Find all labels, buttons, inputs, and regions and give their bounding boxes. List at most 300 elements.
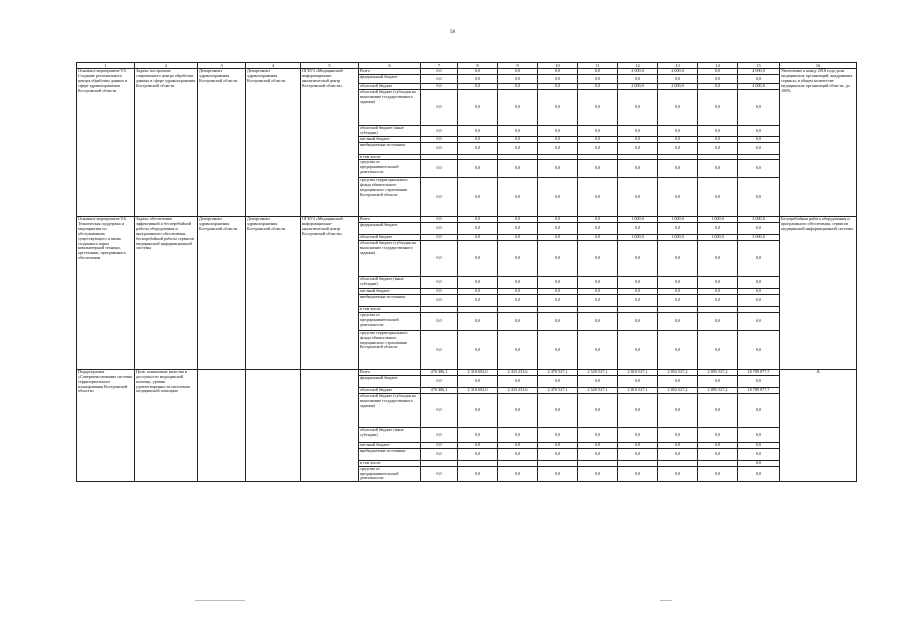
funding-source-cell: местный бюджет (359, 443, 421, 449)
value-cell: 0,0 (421, 289, 458, 295)
value-cell: 0,0 (421, 178, 458, 217)
value-cell: 0,0 (578, 84, 618, 90)
value-cell: 0,0 (618, 75, 658, 84)
funding-source-cell: областной бюджет (иные субсидии) (359, 277, 421, 289)
value-cell: 0,0 (421, 241, 458, 277)
value-cell: 2 318 602,0 (458, 370, 498, 376)
value-cell: 0,0 (498, 289, 538, 295)
value-cell: 0,0 (421, 69, 458, 75)
value-cell: 0,0 (421, 313, 458, 331)
value-cell: 0,0 (538, 160, 578, 178)
funding-source-cell: внебюджетные источники (359, 142, 421, 154)
value-cell: 0,0 (658, 277, 698, 289)
funding-source-cell: Всего (359, 69, 421, 75)
value-cell: 0,0 (498, 90, 538, 126)
block-c4-cell: Департамент здравоохранения Костромской области (246, 69, 301, 217)
value-cell: 0,0 (498, 443, 538, 449)
column-number-cell: 11 (578, 63, 618, 69)
value-cell: 0,0 (618, 90, 658, 126)
funding-source-cell: областной бюджет (359, 84, 421, 90)
funding-source-cell: областной бюджет (субсидия на выполнение государственного задания) (359, 394, 421, 428)
block-c1-cell: Основное мероприятие 9.5. Создание регионального центра обработки данных в сфере здравоохранения Костромской области (77, 69, 135, 217)
value-cell: 0,0 (421, 136, 458, 142)
value-cell: 2 433 233,6 (498, 388, 538, 394)
value-cell: 0,0 (738, 75, 780, 84)
block-c3-cell: Департамент здравоохранения Костромской области (198, 217, 246, 370)
value-cell: 0,0 (498, 217, 538, 223)
scan-artifact (660, 600, 672, 601)
value-cell: 0,0 (698, 84, 738, 90)
value-cell: 0,0 (738, 126, 780, 136)
value-cell: 0,0 (698, 241, 738, 277)
value-cell: 0,0 (538, 223, 578, 235)
value-cell: 2 895 527,2 (698, 370, 738, 376)
funding-source-cell: средства территориального фонда обязательного медицинского страхования Костромской области (359, 178, 421, 217)
value-cell: 0,0 (698, 75, 738, 84)
value-cell: 0,0 (538, 235, 578, 241)
value-cell: 0,0 (658, 241, 698, 277)
value-cell: 2 000,0 (618, 84, 658, 90)
value-cell: 0,0 (618, 277, 658, 289)
funding-source-cell: средства от предпринимательской деятельности (359, 466, 421, 481)
value-cell: 0,0 (498, 376, 538, 388)
value-cell: 0,0 (698, 126, 738, 136)
column-number-cell: 5 (301, 63, 359, 69)
value-cell: 0,0 (618, 295, 658, 307)
page-number: 58 (450, 30, 455, 35)
value-cell: 0,0 (458, 376, 498, 388)
value-cell: 0,0 (421, 126, 458, 136)
value-cell: 0,0 (458, 428, 498, 443)
value-cell: 0,0 (458, 443, 498, 449)
value-cell: 0,0 (421, 142, 458, 154)
block-c1-cell: Основное мероприятие 9.6. Техническая поддержка и мероприятия по обслуживанию существующего и вновь созданного парка компьютерной техники, оргтехники, программного обеспечения (77, 217, 135, 370)
value-cell: 0,0 (738, 289, 780, 295)
value-cell: 0,0 (618, 376, 658, 388)
funding-source-cell: областной бюджет (иные субсидии) (359, 428, 421, 443)
value-cell: 0,0 (498, 160, 538, 178)
funding-table (76, 62, 857, 482)
value-cell: 0,0 (421, 443, 458, 449)
value-cell: 0,0 (618, 449, 658, 461)
value-cell: 0,0 (578, 394, 618, 428)
value-cell: 0,0 (538, 90, 578, 126)
funding-source-cell: внебюджетные источники (359, 449, 421, 461)
value-cell: 0,0 (738, 160, 780, 178)
value-cell: 0,0 (538, 295, 578, 307)
value-cell: 1 000,0 (658, 235, 698, 241)
value-cell: 0,0 (498, 136, 538, 142)
value-cell: 0,0 (538, 428, 578, 443)
value-cell: 18 789 877,7 (738, 388, 780, 394)
value-cell: 0,0 (658, 443, 698, 449)
value-cell: 470 406,1 (421, 388, 458, 394)
value-cell: 0,0 (458, 331, 498, 370)
value-cell: 0,0 (698, 331, 738, 370)
value-cell: 0,0 (421, 160, 458, 178)
value-cell: 0,0 (658, 136, 698, 142)
value-cell: 0,0 (538, 277, 578, 289)
funding-source-cell: местный бюджет (359, 136, 421, 142)
value-cell: 2 810 527,1 (618, 370, 658, 376)
value-cell: 0,0 (738, 394, 780, 428)
block-c3-cell: Департамент здравоохранения Костромской области (198, 69, 246, 217)
value-cell: 0,0 (458, 142, 498, 154)
value-cell: 0,0 (658, 394, 698, 428)
value-cell: 0,0 (538, 449, 578, 461)
value-cell: 0,0 (498, 69, 538, 75)
value-cell: 0,0 (698, 295, 738, 307)
value-cell: 0,0 (498, 235, 538, 241)
value-cell: 0,0 (421, 376, 458, 388)
value-cell: 0,0 (538, 84, 578, 90)
value-cell: 0,0 (458, 241, 498, 277)
value-cell: 0,0 (458, 126, 498, 136)
value-cell: 0,0 (618, 443, 658, 449)
value-cell: 470 406,1 (421, 370, 458, 376)
value-cell: 0,0 (458, 449, 498, 461)
value-cell: 2 318 602,0 (458, 388, 498, 394)
value-cell: 0,0 (738, 449, 780, 461)
value-cell: 2 000,0 (618, 69, 658, 75)
value-cell: 4 000,0 (738, 84, 780, 90)
value-cell: 0,0 (738, 295, 780, 307)
value-cell: 0,0 (498, 142, 538, 154)
value-cell: 0,0 (698, 313, 738, 331)
value-cell: 0,0 (618, 142, 658, 154)
value-cell: 3 000,0 (738, 235, 780, 241)
value-cell: 0,0 (458, 75, 498, 84)
value-cell: 0,0 (421, 235, 458, 241)
value-cell: 2 433 233,6 (498, 370, 538, 376)
value-cell: 0,0 (578, 142, 618, 154)
value-cell: 0,0 (658, 313, 698, 331)
value-cell: 0,0 (421, 466, 458, 481)
column-number-cell: 14 (698, 63, 738, 69)
value-cell: 0,0 (458, 394, 498, 428)
value-cell: 0,0 (658, 178, 698, 217)
value-cell: 0,0 (618, 160, 658, 178)
value-cell: 0,0 (538, 69, 578, 75)
value-cell: 0,0 (658, 75, 698, 84)
value-cell: 0,0 (538, 289, 578, 295)
block-c4-cell (246, 370, 301, 482)
value-cell: 0,0 (421, 295, 458, 307)
value-cell: 0,0 (698, 136, 738, 142)
value-cell: 0,0 (698, 90, 738, 126)
value-cell: 0,0 (578, 136, 618, 142)
value-cell: 0,0 (698, 69, 738, 75)
value-cell: 0,0 (738, 376, 780, 388)
value-cell: 0,0 (538, 376, 578, 388)
value-cell: 1 000,0 (698, 235, 738, 241)
value-cell: 0,0 (698, 443, 738, 449)
value-cell: 0,0 (578, 69, 618, 75)
value-cell: 0,0 (738, 223, 780, 235)
value-cell: 0,0 (618, 394, 658, 428)
column-number-cell: 7 (421, 63, 458, 69)
block-c5-cell (301, 370, 359, 482)
column-number-cell: 15 (738, 63, 780, 69)
block-c3-cell (198, 370, 246, 482)
value-cell: 0,0 (538, 178, 578, 217)
value-cell: 0,0 (421, 277, 458, 289)
value-cell: 0,0 (578, 443, 618, 449)
value-cell: 0,0 (658, 376, 698, 388)
value-cell: 2 529 527,1 (578, 370, 618, 376)
block-c4-cell: Департамент здравоохранения Костромской области (246, 217, 301, 370)
value-cell: 2 810 527,1 (618, 388, 658, 394)
value-cell: 0,0 (538, 331, 578, 370)
scan-artifact (195, 600, 245, 601)
value-cell: 0,0 (618, 136, 658, 142)
value-cell: 0,0 (698, 394, 738, 428)
value-cell: 0,0 (538, 466, 578, 481)
value-cell: 0,0 (538, 126, 578, 136)
value-cell: 0,0 (658, 331, 698, 370)
funding-source-cell: областной бюджет (иные субсидии) (359, 126, 421, 136)
column-number-cell: 2 (135, 63, 198, 69)
value-cell: 0,0 (738, 90, 780, 126)
value-cell: 1 000,0 (618, 235, 658, 241)
value-cell: 0,0 (498, 449, 538, 461)
value-cell: 0,0 (618, 331, 658, 370)
value-cell: 0,0 (578, 428, 618, 443)
value-cell: 0,0 (658, 289, 698, 295)
block-c2-cell: Цель: повышение качества и доступности медицинской помощи, уровня удовлетворенности населения медицинской помощью (135, 370, 198, 482)
value-cell: 0,0 (421, 217, 458, 223)
value-cell: 0,0 (498, 126, 538, 136)
value-cell: 0,0 (538, 142, 578, 154)
column-number-cell: 4 (246, 63, 301, 69)
value-cell: 0,0 (698, 178, 738, 217)
block-c5-cell: ОГБУЗ «Медицинский информационно-аналитический центр Костромской области» (301, 217, 359, 370)
value-cell: 0,0 (578, 449, 618, 461)
funding-source-cell: Всего (359, 370, 421, 376)
value-cell: 0,0 (498, 84, 538, 90)
value-cell: 0,0 (458, 289, 498, 295)
value-cell: 0,0 (578, 223, 618, 235)
value-cell: 18 789 877,7 (738, 370, 780, 376)
value-cell: 0,0 (738, 178, 780, 217)
value-cell: 0,0 (738, 142, 780, 154)
funding-source-cell: в том числе: (359, 461, 421, 467)
column-number-cell: 13 (658, 63, 698, 69)
value-cell: 2 852 527,2 (658, 370, 698, 376)
value-cell: 0,0 (458, 295, 498, 307)
funding-source-cell: средства от предпринимательской деятельности (359, 313, 421, 331)
value-cell: 0,0 (658, 449, 698, 461)
value-cell: 0,0 (458, 277, 498, 289)
funding-source-cell: федеральный бюджет (359, 223, 421, 235)
value-cell: 0,0 (538, 241, 578, 277)
value-cell: 4 000,0 (738, 69, 780, 75)
value-cell: 0,0 (498, 428, 538, 443)
value-cell: 0,0 (658, 466, 698, 481)
value-cell: 0,0 (498, 277, 538, 289)
funding-source-cell: в том числе: (359, 154, 421, 160)
value-cell: 3 000,0 (738, 217, 780, 223)
value-cell: 0,0 (498, 295, 538, 307)
funding-source-cell: федеральный бюджет (359, 376, 421, 388)
block-c5-cell: ОГБУЗ «Медицинский информационно-аналитический центр Костромской области» (301, 69, 359, 217)
value-cell: 0,0 (421, 75, 458, 84)
value-cell: 0,0 (738, 241, 780, 277)
value-cell: 0,0 (618, 241, 658, 277)
value-cell: 0,0 (618, 178, 658, 217)
column-number-cell: 3 (198, 63, 246, 69)
value-cell: 0,0 (698, 449, 738, 461)
value-cell: 2 000,0 (658, 84, 698, 90)
block-c1-cell: Подпрограмма «Совершенствование системы территориального планирования Костромской области» (77, 370, 135, 482)
value-cell: 0,0 (578, 466, 618, 481)
value-cell: 0,0 (578, 235, 618, 241)
column-number-cell: 1 (77, 63, 135, 69)
value-cell: 0,0 (421, 84, 458, 90)
value-cell: 0,0 (578, 331, 618, 370)
column-number-cell: 8 (458, 63, 498, 69)
value-cell: 0,0 (538, 443, 578, 449)
value-cell: 0,0 (538, 394, 578, 428)
value-cell: 1 000,0 (658, 217, 698, 223)
value-cell: 2 479 527,1 (538, 388, 578, 394)
block-c16-cell: Увеличение к концу 2018 года доли медицинских организаций, внедривших сервисы, в общем количестве медицинских организаций области, до 100% (780, 69, 857, 217)
value-cell: 0,0 (738, 461, 780, 467)
value-cell: 0,0 (578, 295, 618, 307)
value-cell: 1 000,0 (618, 217, 658, 223)
funding-source-cell: областной бюджет (субсидия на выполнение государственного задания) (359, 90, 421, 126)
value-cell: 0,0 (698, 277, 738, 289)
block-c2-cell: Задача: обеспечение эффективной и бесперебойной работы оборудования и программного обеспечения, бесперебойной работы сервисов медицинской информационной системы (135, 217, 198, 370)
value-cell: 0,0 (421, 449, 458, 461)
funding-source-cell: местный бюджет (359, 289, 421, 295)
funding-source-cell: федеральный бюджет (359, 75, 421, 84)
value-cell: 0,0 (498, 466, 538, 481)
block-c16-cell: Бесперебойная работа оборудования и программного обеспечения, сервисов медицинской информационной системы (780, 217, 857, 370)
funding-source-cell: областной бюджет (субсидия на выполнение государственного задания) (359, 241, 421, 277)
value-cell: 0,0 (738, 331, 780, 370)
value-cell: 0,0 (698, 466, 738, 481)
value-cell: 0,0 (578, 178, 618, 217)
value-cell: 0,0 (658, 223, 698, 235)
value-cell: 0,0 (698, 376, 738, 388)
value-cell: 0,0 (421, 90, 458, 126)
block-c16-cell: X (780, 370, 857, 482)
value-cell: 0,0 (458, 235, 498, 241)
value-cell: 0,0 (578, 376, 618, 388)
value-cell: 0,0 (578, 313, 618, 331)
value-cell: 0,0 (421, 223, 458, 235)
value-cell: 0,0 (618, 289, 658, 295)
value-cell: 2 529 527,1 (578, 388, 618, 394)
funding-source-cell: средства от предпринимательской деятельности (359, 160, 421, 178)
funding-source-cell: средства территориального фонда обязательного медицинского страхования Костромской области (359, 331, 421, 370)
value-cell: 0,0 (498, 223, 538, 235)
value-cell: 0,0 (658, 295, 698, 307)
value-cell: 0,0 (698, 428, 738, 443)
funding-source-cell: в том числе: (359, 307, 421, 313)
value-cell: 0,0 (618, 466, 658, 481)
value-cell: 0,0 (658, 126, 698, 136)
value-cell: 0,0 (498, 241, 538, 277)
value-cell: 0,0 (578, 217, 618, 223)
value-cell: 0,0 (578, 277, 618, 289)
value-cell: 0,0 (738, 313, 780, 331)
value-cell: 0,0 (658, 160, 698, 178)
value-cell: 0,0 (618, 223, 658, 235)
column-number-cell: 9 (498, 63, 538, 69)
value-cell: 0,0 (421, 394, 458, 428)
value-cell: 0,0 (498, 75, 538, 84)
value-cell: 0,0 (578, 75, 618, 84)
value-cell: 2 895 527,2 (698, 388, 738, 394)
value-cell: 0,0 (578, 289, 618, 295)
funding-source-cell: областной бюджет (359, 235, 421, 241)
value-cell: 0,0 (698, 223, 738, 235)
value-cell: 0,0 (538, 217, 578, 223)
value-cell: 0,0 (421, 331, 458, 370)
value-cell: 0,0 (498, 178, 538, 217)
value-cell: 0,0 (458, 178, 498, 217)
value-cell: 0,0 (738, 443, 780, 449)
value-cell: 0,0 (458, 84, 498, 90)
value-cell: 0,0 (618, 428, 658, 443)
value-cell: 0,0 (458, 160, 498, 178)
value-cell: 0,0 (458, 69, 498, 75)
block-c2-cell: Задача: построение современного центра обработки данных в сфере здравоохранения Костромской области (135, 69, 198, 217)
value-cell: 0,0 (421, 428, 458, 443)
value-cell: 0,0 (458, 313, 498, 331)
funding-source-cell: Всего (359, 217, 421, 223)
value-cell: 0,0 (498, 394, 538, 428)
value-cell: 0,0 (618, 313, 658, 331)
value-cell: 0,0 (578, 160, 618, 178)
column-number-cell: 6 (359, 63, 421, 69)
value-cell: 0,0 (658, 90, 698, 126)
value-cell: 0,0 (738, 466, 780, 481)
column-number-cell: 12 (618, 63, 658, 69)
value-cell: 0,0 (578, 126, 618, 136)
value-cell: 0,0 (458, 136, 498, 142)
column-number-cell: 10 (538, 63, 578, 69)
value-cell: 0,0 (458, 217, 498, 223)
value-cell: 0,0 (698, 289, 738, 295)
value-cell: 0,0 (538, 136, 578, 142)
value-cell: 0,0 (738, 136, 780, 142)
value-cell: 2 479 527,1 (538, 370, 578, 376)
value-cell: 0,0 (538, 313, 578, 331)
value-cell: 0,0 (658, 428, 698, 443)
value-cell: 1 000,0 (698, 217, 738, 223)
value-cell: 0,0 (498, 313, 538, 331)
value-cell: 0,0 (738, 277, 780, 289)
funding-source-cell: внебюджетные источники (359, 295, 421, 307)
value-cell: 0,0 (578, 241, 618, 277)
column-number-cell: 16 (780, 63, 857, 69)
value-cell: 0,0 (618, 126, 658, 136)
value-cell: 2 852 527,2 (658, 388, 698, 394)
value-cell: 2 000,0 (658, 69, 698, 75)
funding-source-cell: областной бюджет (359, 388, 421, 394)
value-cell: 0,0 (658, 142, 698, 154)
value-cell: 0,0 (698, 160, 738, 178)
value-cell: 0,0 (578, 90, 618, 126)
value-cell: 0,0 (738, 428, 780, 443)
value-cell: 0,0 (458, 90, 498, 126)
value-cell: 0,0 (458, 466, 498, 481)
value-cell: 0,0 (458, 223, 498, 235)
value-cell: 0,0 (538, 75, 578, 84)
